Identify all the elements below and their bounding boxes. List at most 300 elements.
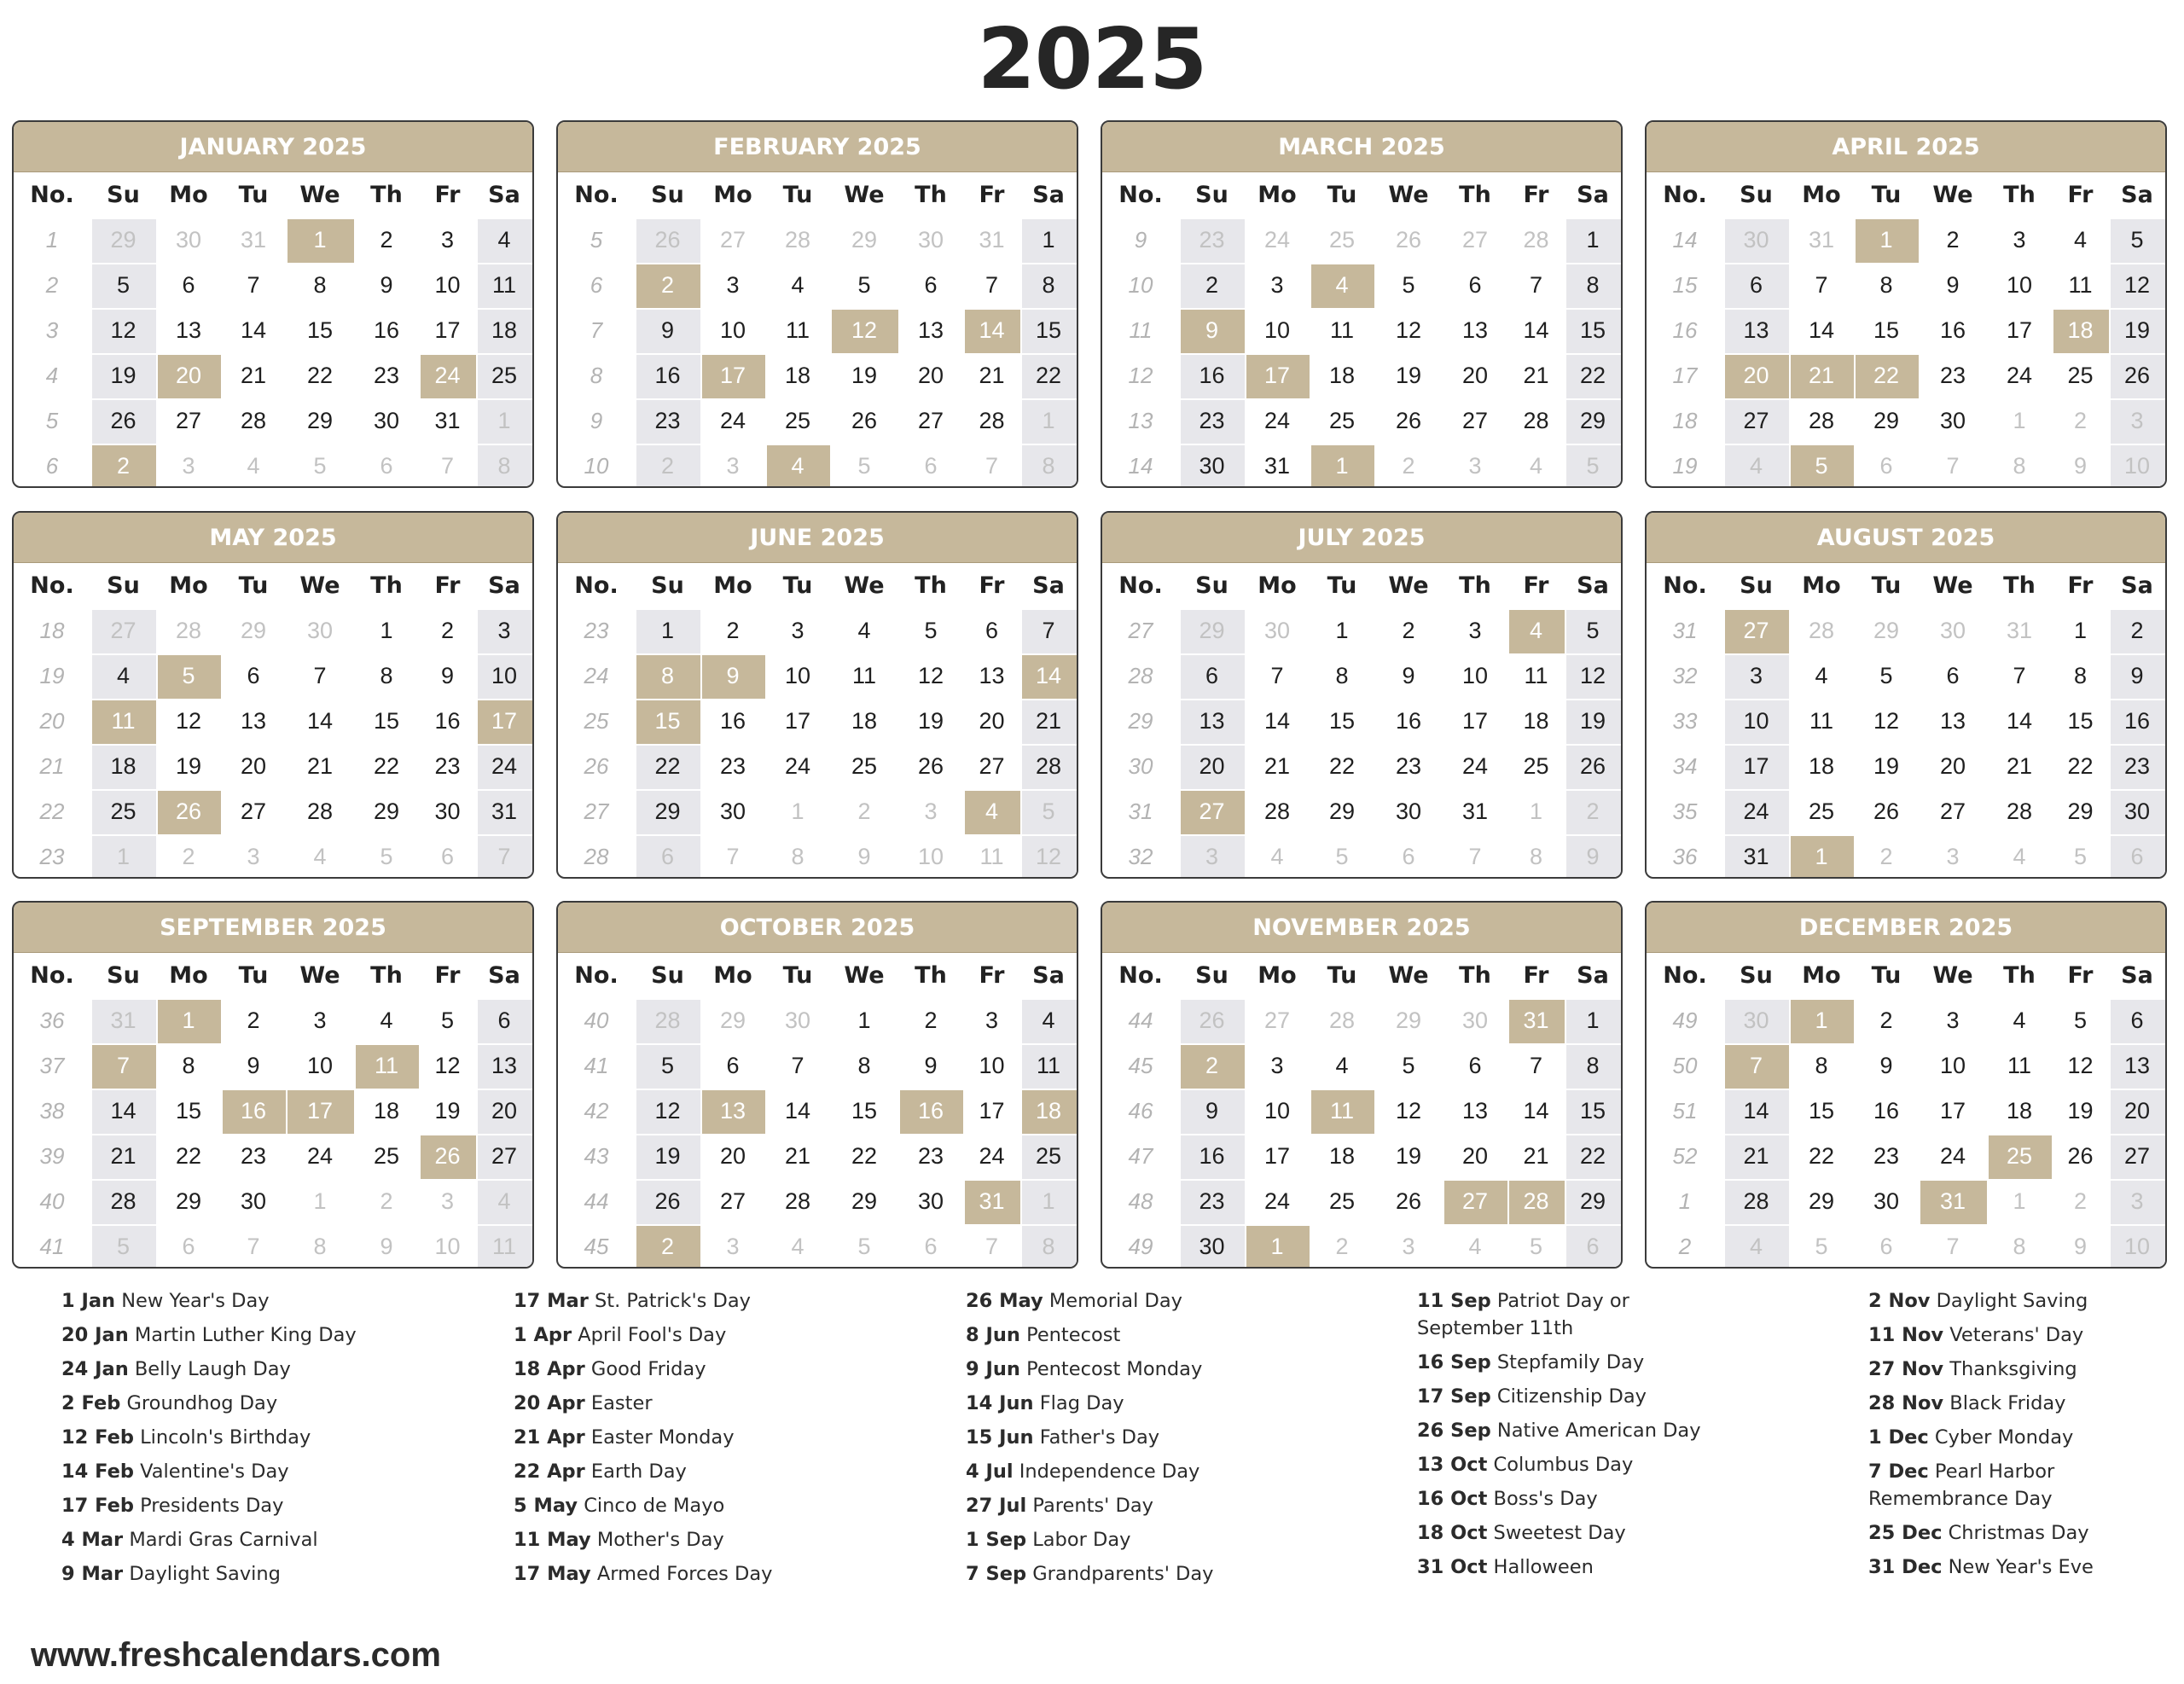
weekday-header: Tu bbox=[782, 182, 813, 208]
footer-url[interactable]: www.freshcalendars.com bbox=[31, 1636, 441, 1674]
holiday-date: 26 May bbox=[966, 1290, 1043, 1312]
day-cell: 9 bbox=[354, 1224, 419, 1269]
week-number-header: No. bbox=[1118, 182, 1163, 208]
day-cell: 12 bbox=[635, 1089, 700, 1134]
weekday-header-row bbox=[14, 172, 532, 218]
weekday-header: Fr bbox=[434, 572, 461, 599]
day-cell: 4 bbox=[830, 608, 898, 653]
weekday-header: We bbox=[299, 572, 340, 599]
weekday-header: Th bbox=[370, 182, 403, 208]
day-cell: 17 bbox=[765, 699, 830, 744]
week-row bbox=[558, 308, 1077, 353]
holiday-name: Citizenship Day bbox=[1496, 1385, 1647, 1408]
week-number: 3 bbox=[45, 317, 59, 343]
week-number: 44 bbox=[1128, 1007, 1153, 1033]
day-cell: 12 bbox=[419, 1043, 476, 1089]
day-cell: 3 bbox=[1179, 834, 1245, 879]
weekday-header: We bbox=[844, 572, 885, 599]
month-12 bbox=[1645, 901, 2167, 1269]
holiday-date: 31 Oct bbox=[1417, 1556, 1488, 1578]
week-row bbox=[558, 398, 1077, 444]
day-cell: 7 bbox=[1507, 263, 1565, 308]
day-cell: 16 bbox=[1919, 308, 1987, 353]
day-cell: 10 bbox=[2109, 444, 2165, 488]
day-cell: 9 bbox=[2052, 1224, 2109, 1269]
holiday-day-cell: 2 bbox=[635, 1224, 700, 1269]
day-cell: 29 bbox=[1374, 998, 1443, 1043]
month-10 bbox=[556, 901, 1078, 1269]
day-cell: 4 bbox=[765, 263, 830, 308]
day-cell: 10 bbox=[1723, 699, 1789, 744]
week-row bbox=[1647, 653, 2165, 699]
week-number: 20 bbox=[39, 708, 65, 734]
day-cell: 5 bbox=[1374, 263, 1443, 308]
week-number: 2 bbox=[1678, 1234, 1692, 1259]
week-number: 28 bbox=[584, 844, 609, 869]
holiday-item bbox=[514, 1318, 957, 1352]
day-cell: 1 bbox=[1020, 218, 1077, 263]
day-cell: 11 bbox=[2052, 263, 2109, 308]
day-cell: 2 bbox=[1565, 789, 1621, 834]
day-cell: 25 bbox=[1310, 398, 1374, 444]
day-cell: 6 bbox=[476, 998, 532, 1043]
day-cell: 28 bbox=[1723, 1179, 1789, 1224]
day-cell: 22 bbox=[1565, 1134, 1621, 1179]
day-cell: 3 bbox=[156, 444, 221, 488]
weekday-header: Su bbox=[107, 182, 140, 208]
holiday-day-cell: 11 bbox=[354, 1043, 419, 1089]
holiday-name: April Fool's Day bbox=[578, 1324, 727, 1346]
day-cell: 30 bbox=[1919, 608, 1987, 653]
day-cell: 7 bbox=[1919, 1224, 1987, 1269]
week-number: 45 bbox=[584, 1234, 609, 1259]
day-cell: 15 bbox=[1310, 699, 1374, 744]
day-cell: 27 bbox=[2109, 1134, 2165, 1179]
day-cell: 2 bbox=[221, 998, 286, 1043]
week-number: 18 bbox=[39, 618, 65, 643]
weekday-header: Mo bbox=[1802, 182, 1841, 208]
day-cell: 7 bbox=[1020, 608, 1077, 653]
day-cell: 8 bbox=[2052, 653, 2109, 699]
day-cell: 10 bbox=[898, 834, 963, 879]
day-cell: 29 bbox=[1565, 398, 1621, 444]
week-row bbox=[558, 1089, 1077, 1134]
day-cell: 9 bbox=[1179, 1089, 1245, 1134]
week-row bbox=[1647, 744, 2165, 789]
week-number: 51 bbox=[1672, 1098, 1698, 1124]
week-number: 14 bbox=[1128, 453, 1153, 479]
day-cell: 8 bbox=[286, 1224, 354, 1269]
day-cell: 23 bbox=[2109, 744, 2165, 789]
holiday-item bbox=[1868, 1550, 2184, 1584]
weekday-header: Th bbox=[915, 182, 947, 208]
holiday-name: Good Friday bbox=[590, 1358, 706, 1380]
day-cell: 5 bbox=[419, 998, 476, 1043]
day-cell: 13 bbox=[221, 699, 286, 744]
week-number: 2 bbox=[45, 272, 59, 298]
holiday-day-cell: 20 bbox=[1723, 353, 1789, 398]
holiday-day-cell: 11 bbox=[90, 699, 156, 744]
holiday-item bbox=[1417, 1448, 1861, 1482]
day-cell: 16 bbox=[419, 699, 476, 744]
day-cell: 7 bbox=[221, 1224, 286, 1269]
holiday-date: 17 Mar bbox=[514, 1290, 589, 1312]
day-cell: 26 bbox=[898, 744, 963, 789]
holiday-item bbox=[61, 1318, 505, 1352]
day-cell: 4 bbox=[1020, 998, 1077, 1043]
weekday-header: Mo bbox=[1258, 182, 1297, 208]
day-cell: 22 bbox=[1565, 353, 1621, 398]
weekday-header: Sa bbox=[1577, 182, 1609, 208]
week-number: 28 bbox=[1128, 663, 1153, 688]
day-cell: 16 bbox=[2109, 699, 2165, 744]
day-cell: 20 bbox=[221, 744, 286, 789]
day-cell: 21 bbox=[1507, 353, 1565, 398]
month-9 bbox=[12, 901, 534, 1269]
day-cell: 28 bbox=[1789, 608, 1854, 653]
week-row bbox=[14, 218, 532, 263]
day-cell: 30 bbox=[354, 398, 419, 444]
holiday-item bbox=[1868, 1318, 2184, 1352]
day-cell: 19 bbox=[2052, 1089, 2109, 1134]
week-number: 31 bbox=[1672, 618, 1698, 643]
holiday-day-cell: 1 bbox=[1854, 218, 1919, 263]
week-number: 34 bbox=[1672, 753, 1698, 779]
day-cell: 16 bbox=[1179, 353, 1245, 398]
day-cell: 9 bbox=[354, 263, 419, 308]
holiday-day-cell: 27 bbox=[1723, 608, 1789, 653]
week-number: 36 bbox=[1672, 844, 1698, 869]
day-cell: 31 bbox=[90, 998, 156, 1043]
holiday-day-cell: 17 bbox=[476, 699, 532, 744]
week-number: 41 bbox=[39, 1234, 65, 1259]
week-number: 5 bbox=[590, 227, 603, 253]
day-cell: 17 bbox=[419, 308, 476, 353]
week-number: 33 bbox=[1672, 708, 1698, 734]
day-cell: 10 bbox=[1245, 308, 1310, 353]
weekday-header: Th bbox=[1459, 572, 1491, 599]
day-cell: 30 bbox=[1919, 398, 1987, 444]
day-cell: 18 bbox=[1310, 353, 1374, 398]
week-row bbox=[14, 998, 532, 1043]
month-title: MARCH 2025 bbox=[1102, 122, 1621, 172]
holiday-name: Flag Day bbox=[1039, 1392, 1124, 1414]
day-cell: 28 bbox=[1789, 398, 1854, 444]
day-cell: 6 bbox=[1919, 653, 1987, 699]
weekday-header: Sa bbox=[1032, 962, 1065, 989]
day-cell: 31 bbox=[1987, 608, 2052, 653]
day-cell: 15 bbox=[156, 1089, 221, 1134]
week-number: 40 bbox=[584, 1007, 609, 1033]
day-cell: 5 bbox=[635, 1043, 700, 1089]
day-cell: 3 bbox=[2109, 1179, 2165, 1224]
week-row bbox=[14, 699, 532, 744]
day-cell: 7 bbox=[1789, 263, 1854, 308]
week-row bbox=[1102, 1043, 1621, 1089]
day-cell: 19 bbox=[419, 1089, 476, 1134]
month-title: JULY 2025 bbox=[1102, 513, 1621, 563]
holiday-date: 7 Dec bbox=[1868, 1460, 1929, 1483]
holiday-date: 11 Sep bbox=[1417, 1290, 1491, 1312]
day-cell: 27 bbox=[1245, 998, 1310, 1043]
holiday-list bbox=[0, 1284, 2184, 1591]
weekday-header: We bbox=[1388, 572, 1429, 599]
day-cell: 30 bbox=[221, 1179, 286, 1224]
week-row bbox=[14, 1179, 532, 1224]
day-cell: 19 bbox=[1374, 1134, 1443, 1179]
holiday-name: Sweetest Day bbox=[1493, 1522, 1626, 1544]
weekday-header: Th bbox=[915, 572, 947, 599]
day-cell: 8 bbox=[286, 263, 354, 308]
day-cell: 22 bbox=[830, 1134, 898, 1179]
day-cell: 24 bbox=[700, 398, 765, 444]
holiday-item bbox=[514, 1489, 957, 1523]
weekday-header: Fr bbox=[1523, 962, 1549, 989]
week-row bbox=[558, 998, 1077, 1043]
day-cell: 25 bbox=[476, 353, 532, 398]
week-row bbox=[14, 1089, 532, 1134]
week-row bbox=[558, 789, 1077, 834]
day-cell: 26 bbox=[1854, 789, 1919, 834]
day-cell: 12 bbox=[898, 653, 963, 699]
day-cell: 24 bbox=[286, 1134, 354, 1179]
day-cell: 12 bbox=[1374, 308, 1443, 353]
day-cell: 10 bbox=[1919, 1043, 1987, 1089]
weekday-header: Mo bbox=[169, 572, 208, 599]
day-cell: 22 bbox=[156, 1134, 221, 1179]
weekday-header: We bbox=[1932, 182, 1973, 208]
day-cell: 17 bbox=[1919, 1089, 1987, 1134]
day-cell: 13 bbox=[2109, 1043, 2165, 1089]
weekday-header: Sa bbox=[1577, 572, 1609, 599]
holiday-day-cell: 1 bbox=[286, 218, 354, 263]
day-cell: 23 bbox=[898, 1134, 963, 1179]
day-cell: 7 bbox=[1443, 834, 1507, 879]
day-cell: 7 bbox=[765, 1043, 830, 1089]
weekday-header: Sa bbox=[1032, 572, 1065, 599]
day-cell: 25 bbox=[90, 789, 156, 834]
day-cell: 5 bbox=[1374, 1043, 1443, 1089]
holiday-day-cell: 24 bbox=[419, 353, 476, 398]
day-cell: 6 bbox=[156, 1224, 221, 1269]
day-cell: 9 bbox=[1854, 1043, 1919, 1089]
week-number: 23 bbox=[39, 844, 65, 869]
weekday-header: Sa bbox=[488, 962, 520, 989]
day-cell: 26 bbox=[2052, 1134, 2109, 1179]
day-cell: 10 bbox=[419, 1224, 476, 1269]
week-number-header: No. bbox=[1118, 962, 1163, 989]
holiday-name: Labor Day bbox=[1032, 1529, 1131, 1551]
day-cell: 18 bbox=[1789, 744, 1854, 789]
holiday-day-cell: 20 bbox=[156, 353, 221, 398]
holiday-day-cell: 2 bbox=[635, 263, 700, 308]
holiday-name: Groundhog Day bbox=[126, 1392, 278, 1414]
holiday-date: 16 Sep bbox=[1417, 1351, 1491, 1373]
week-number-header: No. bbox=[30, 572, 74, 599]
holiday-day-cell: 26 bbox=[156, 789, 221, 834]
weekday-header: We bbox=[1388, 962, 1429, 989]
holiday-item bbox=[61, 1284, 505, 1318]
day-cell: 3 bbox=[1987, 218, 2052, 263]
month-3 bbox=[1101, 120, 1623, 488]
holiday-item bbox=[514, 1557, 957, 1591]
holiday-date: 21 Apr bbox=[514, 1426, 585, 1449]
holiday-name: Cinco de Mayo bbox=[584, 1495, 725, 1517]
week-row bbox=[558, 608, 1077, 653]
day-cell: 5 bbox=[2052, 998, 2109, 1043]
week-row bbox=[558, 263, 1077, 308]
day-cell: 9 bbox=[1374, 653, 1443, 699]
day-cell: 27 bbox=[1919, 789, 1987, 834]
day-cell: 23 bbox=[1374, 744, 1443, 789]
day-cell: 29 bbox=[1565, 1179, 1621, 1224]
weekday-header: Mo bbox=[1802, 572, 1841, 599]
week-number: 29 bbox=[1128, 708, 1153, 734]
day-cell: 28 bbox=[221, 398, 286, 444]
day-cell: 12 bbox=[2109, 263, 2165, 308]
month-7 bbox=[1101, 511, 1623, 879]
holiday-name: Lincoln's Birthday bbox=[140, 1426, 311, 1449]
day-cell: 5 bbox=[90, 1224, 156, 1269]
week-row bbox=[1647, 608, 2165, 653]
weekday-header: Mo bbox=[1258, 572, 1297, 599]
holiday-name: Valentine's Day bbox=[140, 1460, 289, 1483]
day-cell: 18 bbox=[90, 744, 156, 789]
holiday-date: 14 Jun bbox=[966, 1392, 1034, 1414]
holiday-name: Presidents Day bbox=[140, 1495, 284, 1517]
day-cell: 26 bbox=[2109, 353, 2165, 398]
week-number: 1 bbox=[1678, 1188, 1692, 1214]
day-cell: 16 bbox=[1854, 1089, 1919, 1134]
day-cell: 17 bbox=[1987, 308, 2052, 353]
day-cell: 31 bbox=[1245, 444, 1310, 488]
day-cell: 1 bbox=[2052, 608, 2109, 653]
day-cell: 29 bbox=[2052, 789, 2109, 834]
day-cell: 16 bbox=[354, 308, 419, 353]
day-cell: 4 bbox=[476, 218, 532, 263]
holiday-item bbox=[1417, 1482, 1861, 1516]
week-number-header: No. bbox=[574, 572, 619, 599]
day-cell: 10 bbox=[2109, 1224, 2165, 1269]
day-cell: 15 bbox=[1020, 308, 1077, 353]
day-cell: 5 bbox=[830, 444, 898, 488]
holiday-day-cell: 16 bbox=[221, 1089, 286, 1134]
day-cell: 1 bbox=[1020, 1179, 1077, 1224]
holiday-day-cell: 26 bbox=[419, 1134, 476, 1179]
week-row bbox=[14, 398, 532, 444]
day-cell: 10 bbox=[963, 1043, 1020, 1089]
day-cell: 6 bbox=[700, 1043, 765, 1089]
day-cell: 15 bbox=[354, 699, 419, 744]
holiday-date: 16 Oct bbox=[1417, 1488, 1488, 1510]
holiday-name: Earth Day bbox=[590, 1460, 687, 1483]
week-row bbox=[14, 263, 532, 308]
holiday-item bbox=[1417, 1345, 1861, 1379]
holiday-item bbox=[514, 1420, 957, 1455]
weekday-header: Sa bbox=[2121, 572, 2153, 599]
holiday-date: 2 Nov bbox=[1868, 1290, 1931, 1312]
day-cell: 10 bbox=[700, 308, 765, 353]
day-cell: 3 bbox=[700, 1224, 765, 1269]
day-cell: 1 bbox=[354, 608, 419, 653]
day-cell: 14 bbox=[221, 308, 286, 353]
holiday-date: 28 Nov bbox=[1868, 1392, 1944, 1414]
weekday-header-row bbox=[1647, 172, 2165, 218]
day-cell: 7 bbox=[963, 444, 1020, 488]
week-row bbox=[558, 353, 1077, 398]
day-cell: 4 bbox=[1987, 834, 2052, 879]
day-cell: 27 bbox=[476, 1134, 532, 1179]
day-cell: 26 bbox=[1374, 218, 1443, 263]
day-cell: 30 bbox=[1374, 789, 1443, 834]
week-row bbox=[1647, 353, 2165, 398]
day-cell: 5 bbox=[1789, 1224, 1854, 1269]
day-cell: 1 bbox=[765, 789, 830, 834]
day-cell: 30 bbox=[1723, 218, 1789, 263]
week-number-header: No. bbox=[574, 962, 619, 989]
day-cell: 14 bbox=[1789, 308, 1854, 353]
day-cell: 5 bbox=[1565, 608, 1621, 653]
holiday-item bbox=[966, 1318, 1409, 1352]
day-cell: 6 bbox=[221, 653, 286, 699]
day-cell: 10 bbox=[1987, 263, 2052, 308]
day-cell: 14 bbox=[1507, 308, 1565, 353]
holiday-date: 27 Nov bbox=[1868, 1358, 1944, 1380]
week-number: 19 bbox=[1672, 453, 1698, 479]
holiday-item bbox=[514, 1352, 957, 1386]
week-row bbox=[1102, 653, 1621, 699]
weekday-header: Su bbox=[651, 572, 684, 599]
day-cell: 29 bbox=[635, 789, 700, 834]
holiday-day-cell: 17 bbox=[286, 1089, 354, 1134]
holiday-date: 9 Jun bbox=[966, 1358, 1020, 1380]
holiday-name: Pentecost Monday bbox=[1026, 1358, 1203, 1380]
month-4 bbox=[1645, 120, 2167, 488]
weekday-header: Su bbox=[651, 962, 684, 989]
holiday-item bbox=[61, 1557, 505, 1591]
weekday-header: Fr bbox=[434, 962, 461, 989]
holiday-name: Stepfamily Day bbox=[1496, 1351, 1645, 1373]
day-cell: 29 bbox=[830, 1179, 898, 1224]
week-number: 25 bbox=[584, 708, 609, 734]
day-cell: 16 bbox=[700, 699, 765, 744]
month-title: APRIL 2025 bbox=[1647, 122, 2165, 172]
day-cell: 7 bbox=[1987, 653, 2052, 699]
holiday-column bbox=[61, 1284, 505, 1591]
day-cell: 6 bbox=[156, 263, 221, 308]
holiday-name: Martin Luther King Day bbox=[134, 1324, 357, 1346]
day-cell: 22 bbox=[286, 353, 354, 398]
day-cell: 12 bbox=[1565, 653, 1621, 699]
day-cell: 12 bbox=[1020, 834, 1077, 879]
week-number: 1 bbox=[45, 227, 59, 253]
day-cell: 2 bbox=[156, 834, 221, 879]
day-cell: 1 bbox=[1987, 398, 2052, 444]
day-cell: 9 bbox=[1919, 263, 1987, 308]
weekday-header: Fr bbox=[979, 182, 1005, 208]
day-cell: 26 bbox=[830, 398, 898, 444]
holiday-date: 20 Jan bbox=[61, 1324, 129, 1346]
holiday-name: Parents' Day bbox=[1032, 1495, 1153, 1517]
day-cell: 3 bbox=[700, 263, 765, 308]
day-cell: 8 bbox=[1020, 444, 1077, 488]
week-number: 22 bbox=[39, 798, 65, 824]
week-row bbox=[1102, 218, 1621, 263]
weekday-header: Mo bbox=[713, 572, 752, 599]
day-cell: 5 bbox=[1854, 653, 1919, 699]
day-cell: 25 bbox=[1020, 1134, 1077, 1179]
day-cell: 1 bbox=[830, 998, 898, 1043]
